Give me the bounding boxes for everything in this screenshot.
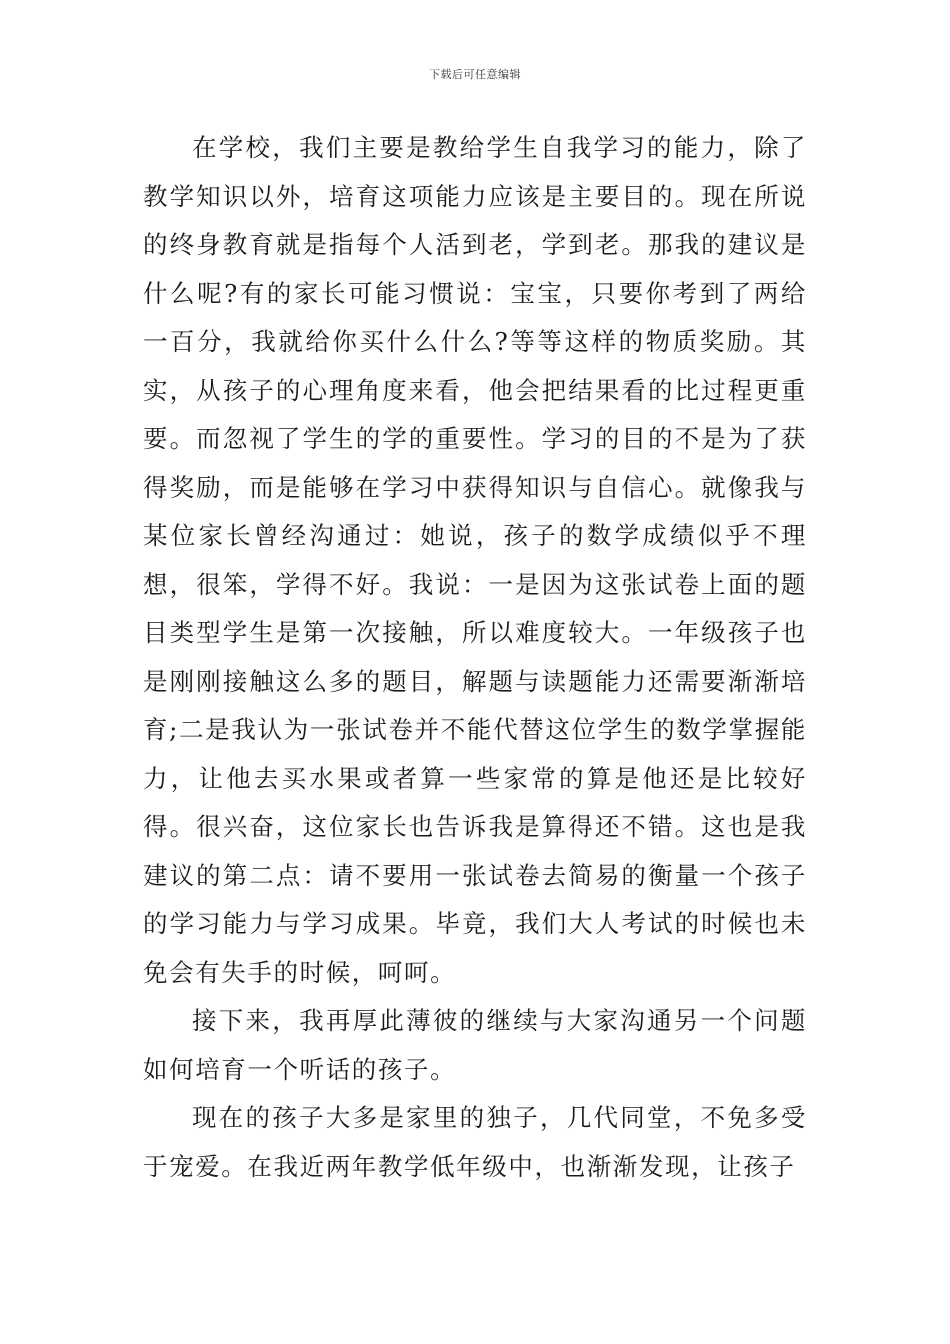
paragraph: 现在的孩子大多是家里的独子，几代同堂，不免多受于宠爱。在我近两年教学低年级中，也渐渐发现，让孩子: [143, 1103, 807, 1181]
paragraph: 接下来，我再厚此薄彼的继续与大家沟通另一个问题如何培育一个听话的孩子。: [143, 1006, 807, 1084]
paragraph: 在学校，我们主要是教给学生自我学习的能力，除了教学知识以外，培育这项能力应该是主要目的。现在所说的终身教育就是指每个人活到老，学到老。那我的建议是什么呢?有的家长可能习惯说：宝宝，只要你考到了两给一百分，我就给你买什么什么?等等这样的物质奖励。其实，从孩子的心理角度来看，他会把结果看的比过程更重要。而忽视了学生的学的重要性。学习的目的不是为了获得奖励，而是能够在学习中获得知识与自信心。就像我与某位家长曾经沟通过：她说，孩子的数学成绩似乎不理想，很笨，学得不好。我说：一是因为这张试卷上面的题目类型学生是第一次接触，所以难度较大。一年级孩子也是刚刚接触这么多的题目，解题与读题能力还需要渐渐培育;二是我认为一张试卷并不能代替这位学生的数学掌握能力，让他去买水果或者算一些家常的算是他还是比较好得。很兴奋，这位家长也告诉我是算得还不错。这也是我建议的第二点：请不要用一张试卷去简易的衡量一个孩子的学习能力与学习成果。毕竟，我们大人考试的时候也未免会有失手的时候，呵呵。: [143, 133, 807, 987]
page-header: 下载后可任意编辑: [429, 68, 521, 81]
body-text: [143, 124, 807, 1191]
